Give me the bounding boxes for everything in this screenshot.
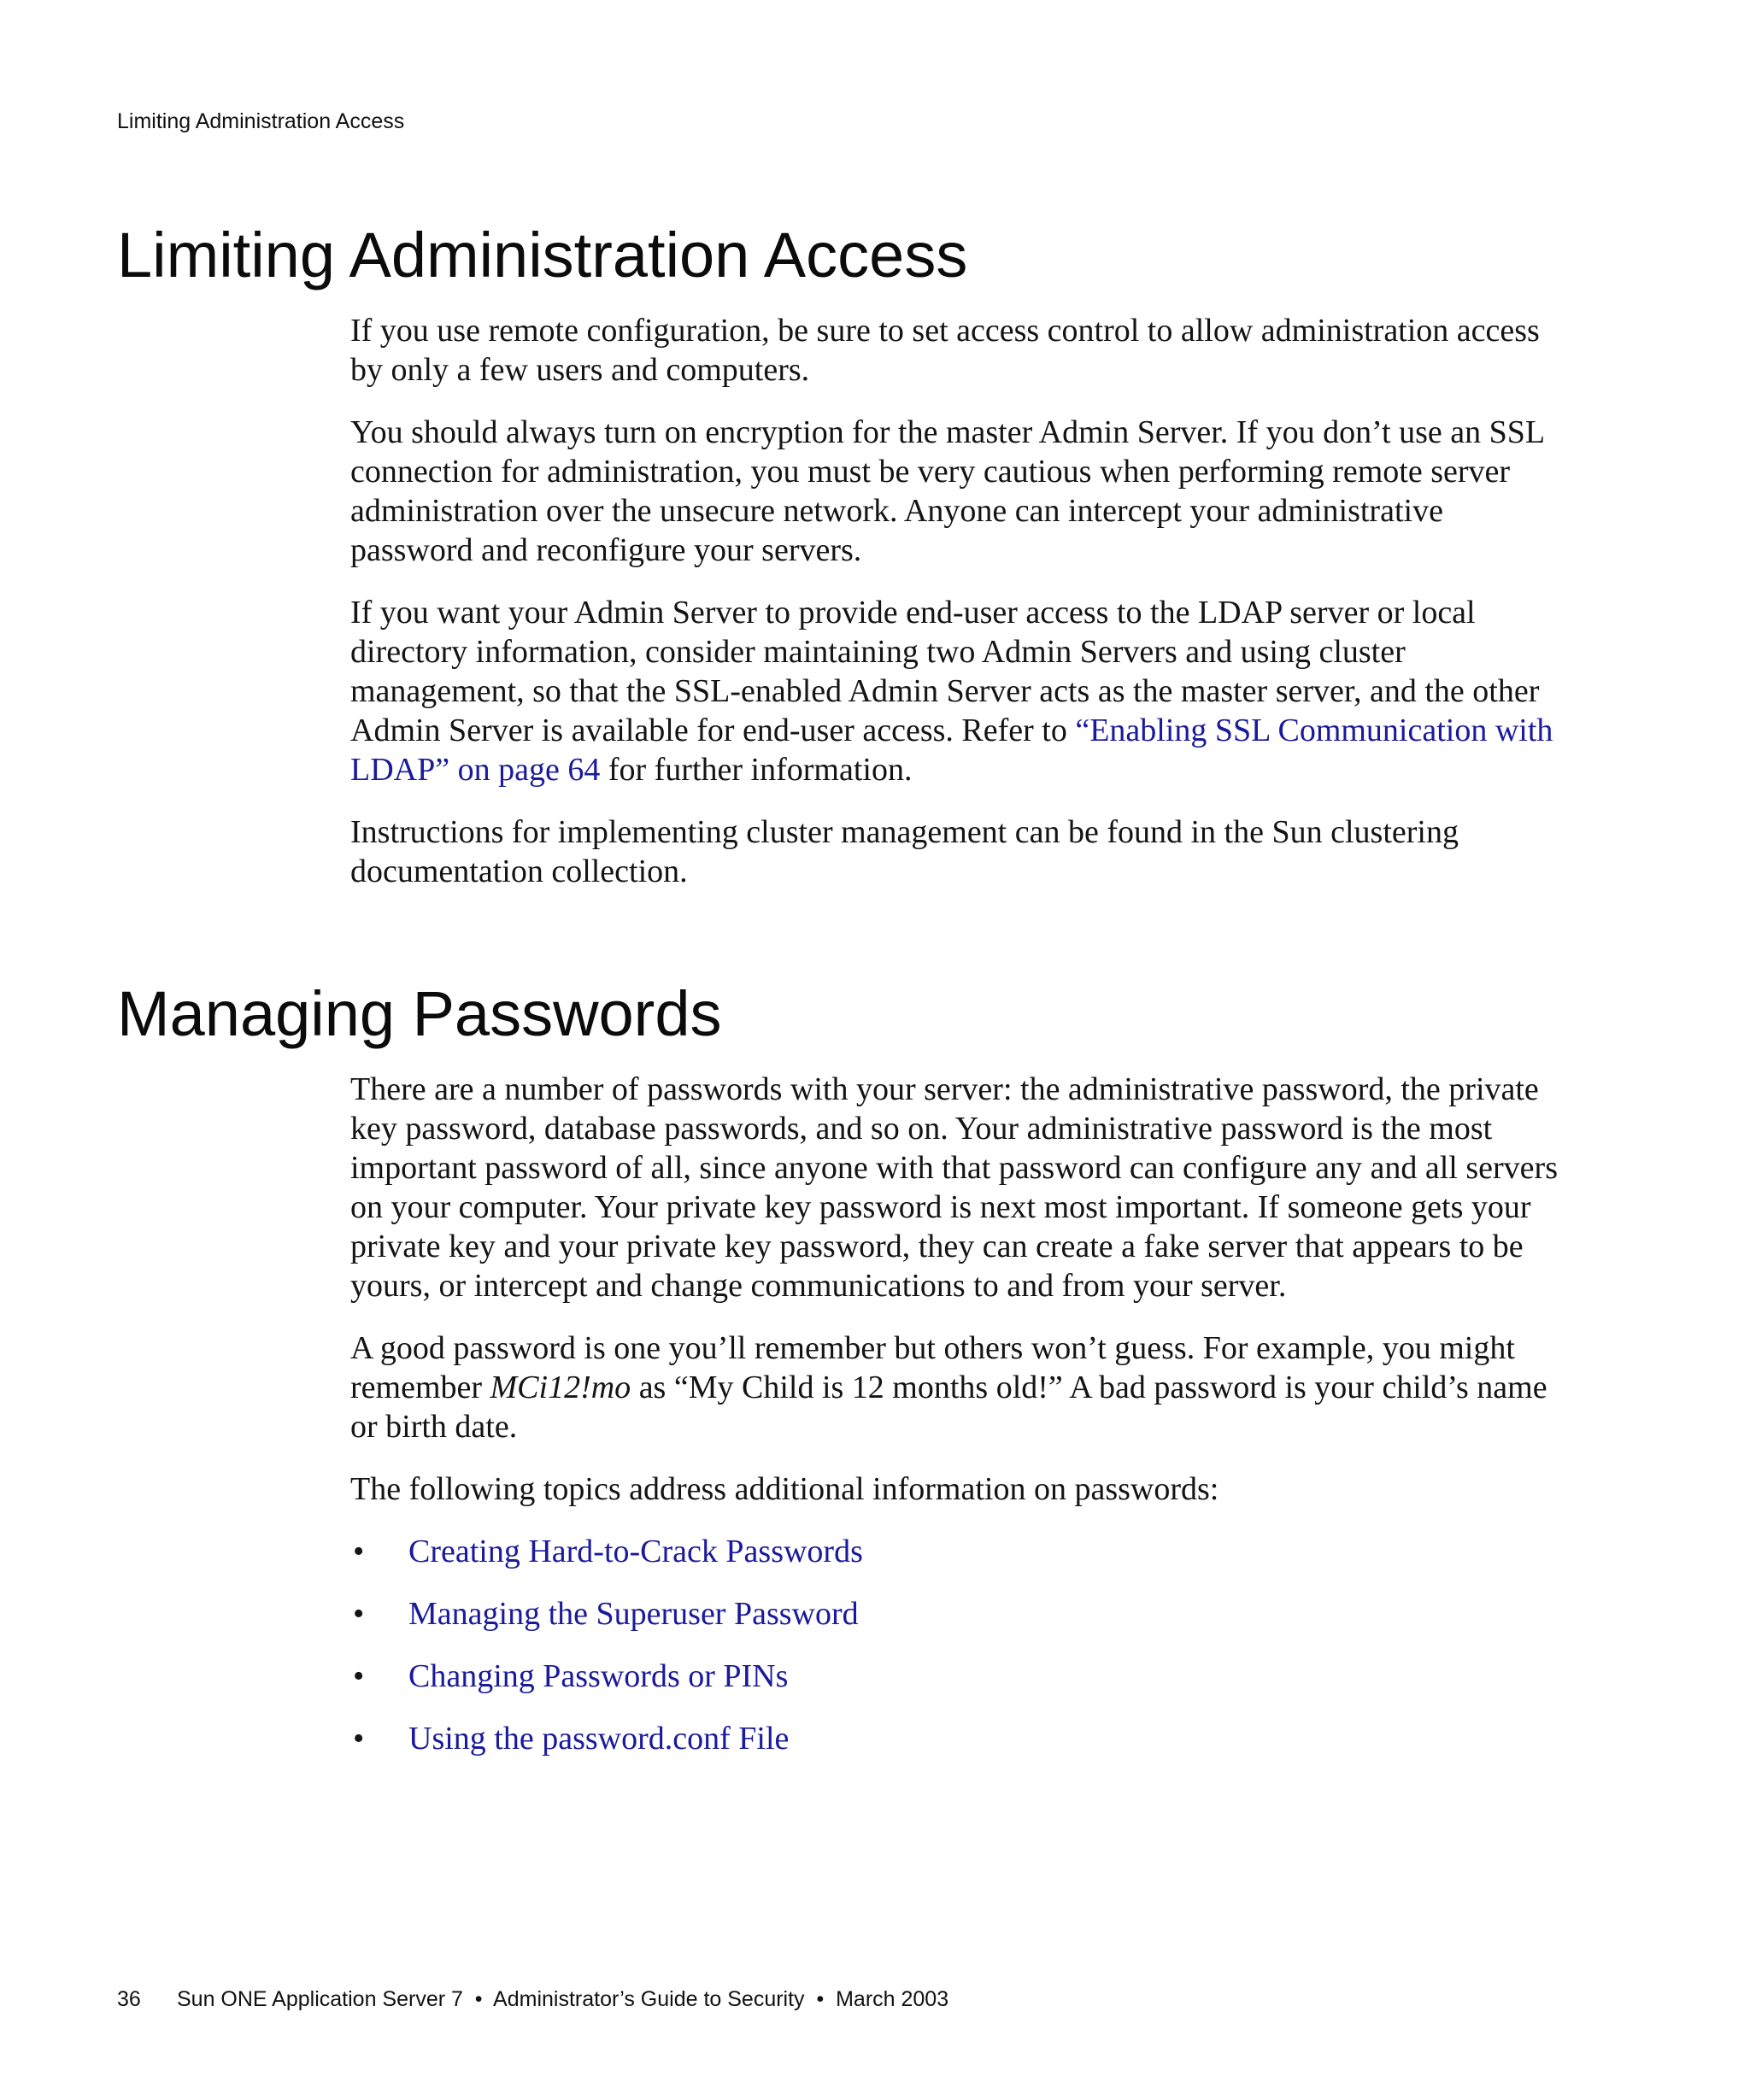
- bullet-icon: •: [353, 1721, 365, 1757]
- link-enabling-ssl-ldap[interactable]: “Enabling SSL Communication with LDAP” on page 64: [350, 713, 1553, 788]
- section-body-limiting-administration-access: [350, 311, 1564, 914]
- page-footer: [117, 1987, 948, 2012]
- example-password: MCi12!mo: [490, 1370, 631, 1405]
- paragraph-good-password: [350, 1329, 1564, 1446]
- list-item: [350, 1657, 1564, 1696]
- section-title-managing-passwords: Managing Passwords: [117, 978, 722, 1049]
- paragraph-end-user-access: [350, 593, 1564, 789]
- list-item: [350, 1594, 1564, 1634]
- footer-text: Sun ONE Application Server 7 • Administrator’s Guide to Security • March 2003: [177, 1987, 949, 2011]
- paragraph-remote-configuration: If you use remote configuration, be sure to set access control to allow administration access by only a few users and computers.: [350, 313, 1540, 388]
- bullet-icon: •: [353, 1658, 365, 1694]
- page-number: 36: [117, 1987, 141, 2011]
- paragraph-cluster-management: Instructions for implementing cluster management can be found in the Sun clustering documentation collection.: [350, 814, 1459, 889]
- link-managing-superuser-password[interactable]: Managing the Superuser Password: [408, 1596, 859, 1632]
- bullet-icon: •: [353, 1534, 365, 1569]
- paragraph-text: If you want your Admin Server to provide end-user access to the LDAP server or local directory information, consider maintaining two Admin Servers and using cluster management, so that the SSL-enabled Admin Server acts as the master server, and the other Admin Server is available for end-user access. Refer to: [350, 595, 1540, 748]
- paragraph-text: as “My Child is 12 months old!” A bad password is your child’s name or birth date.: [350, 1370, 1547, 1445]
- running-header: Limiting Administration Access: [117, 109, 405, 133]
- link-using-password-conf-file[interactable]: Using the password.conf File: [408, 1721, 790, 1757]
- paragraph-encryption: You should always turn on encryption for the master Admin Server. If you don’t use an SSL connection for administration, you must be very cautious when performing remote server administration over the unsecure network. Anyone can intercept your administrative password and reconfigure your servers.: [350, 414, 1544, 568]
- list-item: [350, 1532, 1564, 1571]
- link-changing-passwords-or-pins[interactable]: Changing Passwords or PINs: [408, 1658, 789, 1694]
- paragraph-text: for further information.: [600, 752, 913, 788]
- section-body-managing-passwords: [350, 1070, 1564, 1781]
- section-title-limiting-administration-access: Limiting Administration Access: [117, 220, 968, 290]
- paragraph-text: A good password is one you’ll remember but others won’t guess. For example, you might remember: [350, 1330, 1515, 1405]
- topic-list: [350, 1532, 1564, 1758]
- bullet-icon: •: [353, 1596, 365, 1632]
- link-creating-hard-to-crack-passwords[interactable]: Creating Hard-to-Crack Passwords: [408, 1534, 863, 1569]
- paragraph-passwords-overview: There are a number of passwords with your server: the administrative password, the private key password, database passwords, and so on. Your administrative password is the most important password of all, since anyone with that password can configure any and all servers on your computer. Your private key password is next most important. If someone gets your private key and your private key password, they can create a fake server that appears to be yours, or intercept and change communications to and from your server.: [350, 1071, 1558, 1304]
- list-item: [350, 1719, 1564, 1758]
- paragraph-topics-intro: The following topics address additional information on passwords:: [350, 1471, 1219, 1507]
